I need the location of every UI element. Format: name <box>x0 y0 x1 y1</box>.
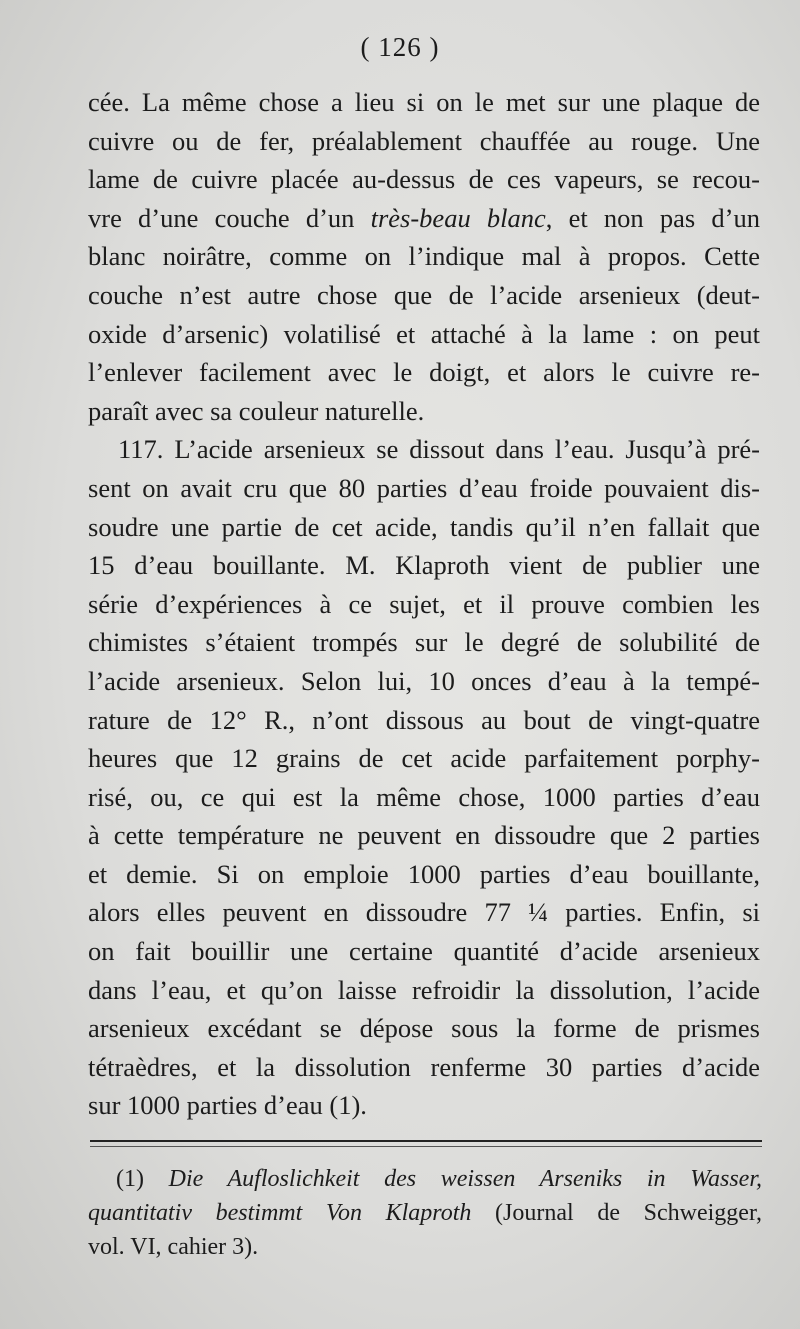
body-text: vre d’une couche d’un <box>88 202 371 233</box>
footnote-rule-thin <box>90 1146 762 1147</box>
body-line: à cette température ne peuvent en dissoudre que 2 parties <box>88 820 760 851</box>
body-line: tétraèdres, et la dissolution renferme 30 parties d’acide <box>88 1051 760 1082</box>
page-number: ( 126 ) <box>360 32 440 62</box>
footnote-italic-text: Die Aufloslichkeit des weissen Arseniks in Wasser, <box>168 1166 762 1192</box>
footnote-text: (Journal de Schweigger, <box>471 1200 762 1226</box>
body-line: cée. La même chose a lieu si on le met sur une plaque de <box>88 87 760 117</box>
footnote-line <box>88 1196 762 1230</box>
body-line: lame de cuivre placée au-dessus de ces vapeurs, se recou- <box>88 164 760 195</box>
footnote-text: vol. VI, cahier 3). <box>88 1234 259 1260</box>
body-line: chimistes s’étaient trompés sur le degré de solubilité de <box>88 627 760 658</box>
footnote-text: (1) <box>116 1166 169 1192</box>
body-line: oxide d’arsenic) volatilisé et attaché à la lame : on peut <box>88 318 760 349</box>
body-line: sent on avait cru que 80 parties d’eau froide pouvaient dis- <box>88 472 760 503</box>
footnote-italic-text: quantitativ bestimmt Von Klaproth <box>88 1200 472 1226</box>
body-line: l’acide arsenieux. Selon lui, 10 onces d’eau à la tempé- <box>88 665 760 696</box>
body-line: on fait bouillir une certaine quantité d’acide arsenieux <box>88 936 760 967</box>
body-line: blanc noirâtre, comme on l’indique mal à propos. Cette <box>88 241 760 272</box>
body-line: et demie. Si on emploie 1000 parties d’eau bouillante, <box>88 858 760 889</box>
body-line: heures que 12 grains de cet acide parfaitement porphy- <box>88 743 760 774</box>
body-text <box>88 83 760 1125</box>
body-line: 117. L’acide arsenieux se dissout dans l’eau. Jusqu’à pré- <box>118 434 760 465</box>
footnote-line <box>88 1230 762 1264</box>
body-line: soudre une partie de cet acide, tandis qu’il n’en fallait que <box>88 511 760 542</box>
body-italic-text: très-beau blanc <box>370 202 546 233</box>
footnote-rule <box>90 1140 762 1142</box>
body-line: risé, ou, ce qui est la même chose, 1000 parties d’eau <box>88 781 760 812</box>
body-line: arsenieux excédant se dépose sous la forme de prismes <box>88 1013 760 1044</box>
body-line: dans l’eau, et qu’on laisse refroidir la dissolution, l’acide <box>88 974 760 1005</box>
body-line: série d’expériences à ce sujet, et il prouve combien les <box>88 588 760 619</box>
body-line: cuivre ou de fer, préalablement chauffée au rouge. Une <box>88 125 760 156</box>
body-line <box>88 199 760 238</box>
footnote-line <box>88 1162 762 1196</box>
body-line: sur 1000 parties d’eau (1). <box>88 1090 367 1121</box>
footnote <box>88 1162 762 1264</box>
body-line: alors elles peuvent en dissoudre 77 ¼ parties. Enfin, si <box>88 897 760 928</box>
body-line: 15 d’eau bouillante. M. Klaproth vient de publier une <box>88 550 760 581</box>
body-line: rature de 12° R., n’ont dissous au bout de vingt-quatre <box>88 704 760 735</box>
body-line: couche n’est autre chose que de l’acide arsenieux (deut- <box>88 279 760 310</box>
body-line: paraît avec sa couleur naturelle. <box>88 395 425 426</box>
body-line: l’enlever facilement avec le doigt, et alors le cuivre re- <box>88 357 760 388</box>
body-text: , et non pas d’un <box>545 202 760 233</box>
